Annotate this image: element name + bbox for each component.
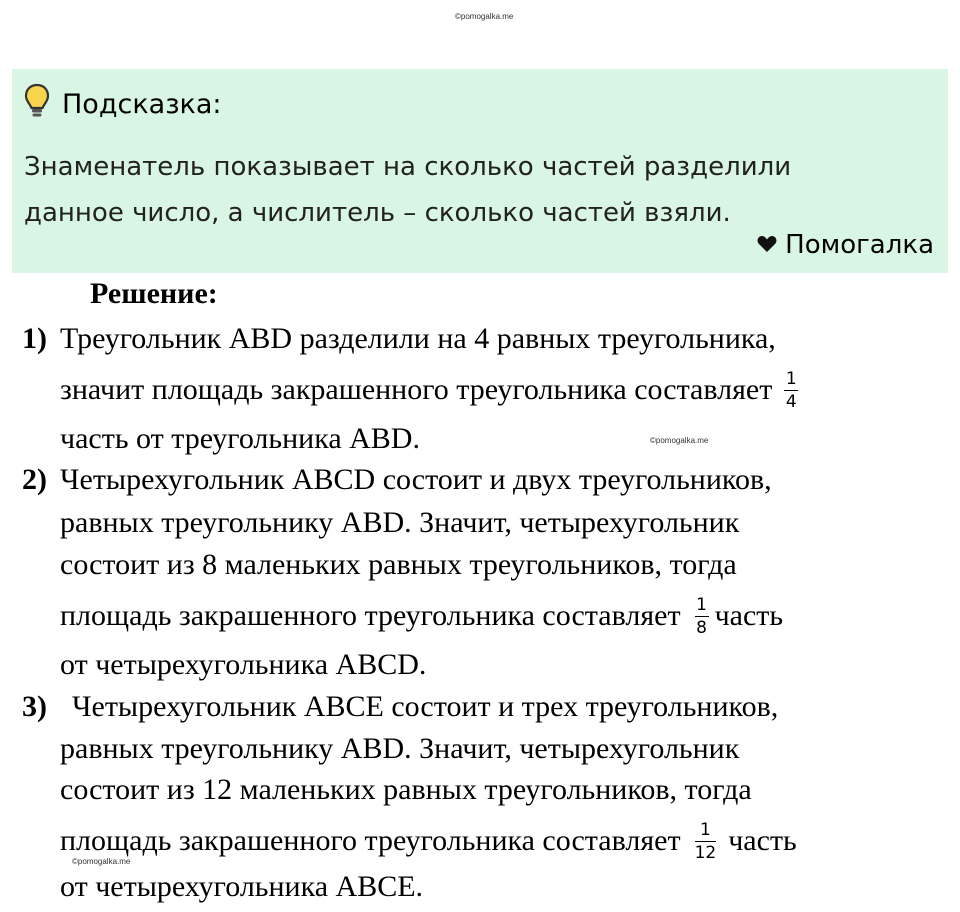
hint-text bbox=[24, 144, 924, 236]
item-number: 2) bbox=[22, 463, 47, 496]
item-number: 3) bbox=[22, 690, 47, 723]
hint-title bbox=[24, 83, 222, 126]
item-line: часть от треугольника ABD. bbox=[60, 422, 420, 455]
fraction-denominator: 4 bbox=[785, 391, 797, 412]
item-text: часть bbox=[714, 599, 784, 632]
item-line bbox=[60, 362, 802, 418]
item-line: Четырехугольник ABCE состоит и трех треугольников, bbox=[72, 690, 779, 723]
fraction bbox=[784, 369, 798, 412]
item-text: значит площадь закрашенного треугольника составляет bbox=[60, 373, 773, 406]
fraction-bar bbox=[695, 841, 717, 842]
item-text: часть bbox=[728, 824, 797, 857]
item-line: Четырехугольник ABCD состоит и двух треугольников, bbox=[60, 463, 772, 496]
signature-text: Помогалка bbox=[785, 230, 934, 260]
lightbulb-icon bbox=[24, 83, 50, 126]
item-line: от четырехугольника ABCE. bbox=[60, 870, 424, 903]
watermark-top: ©pomogalka.me bbox=[455, 12, 514, 21]
watermark-middle: ©pomogalka.me bbox=[650, 436, 709, 445]
fraction-numerator: 1 bbox=[785, 368, 797, 389]
item-line: равных треугольнику ABD. Значит, четырехугольник bbox=[60, 732, 740, 765]
item-text: площадь закрашенного треугольника составляет bbox=[60, 824, 681, 857]
fraction-denominator: 8 bbox=[696, 617, 707, 638]
solution-heading: Решение: bbox=[90, 277, 218, 310]
heart-icon bbox=[757, 230, 777, 260]
item-line bbox=[60, 588, 783, 644]
item-line: состоит из 12 маленьких равных треугольников, тогда bbox=[60, 773, 752, 806]
item-line: от четырехугольника ABCD. bbox=[60, 648, 427, 681]
item-line: равных треугольнику ABD. Значит, четырехугольник bbox=[60, 506, 740, 539]
hint-line: данное число, а числитель – сколько частей взяли. bbox=[24, 198, 731, 228]
fraction bbox=[695, 595, 709, 638]
fraction-numerator: 1 bbox=[699, 819, 711, 840]
item-line: состоит из 8 маленьких равных треугольников, тогда bbox=[60, 548, 737, 581]
item-line: Треугольник ABD разделили на 4 равных треугольника, bbox=[60, 322, 776, 355]
hint-signature bbox=[757, 230, 934, 260]
hint-line: Знаменатель показывает на сколько частей разделили bbox=[24, 152, 792, 182]
fraction-denominator: 12 bbox=[694, 842, 717, 863]
watermark-bottom: ©pomogalka.me bbox=[72, 857, 131, 866]
fraction bbox=[695, 820, 717, 863]
item-number: 1) bbox=[22, 322, 47, 355]
fraction-bar bbox=[695, 616, 709, 617]
item-line bbox=[60, 813, 797, 869]
hint-title-text: Подсказка: bbox=[62, 89, 222, 120]
item-text: площадь закрашенного треугольника составляет bbox=[60, 599, 681, 632]
fraction-bar bbox=[784, 390, 798, 391]
fraction-numerator: 1 bbox=[696, 594, 707, 615]
